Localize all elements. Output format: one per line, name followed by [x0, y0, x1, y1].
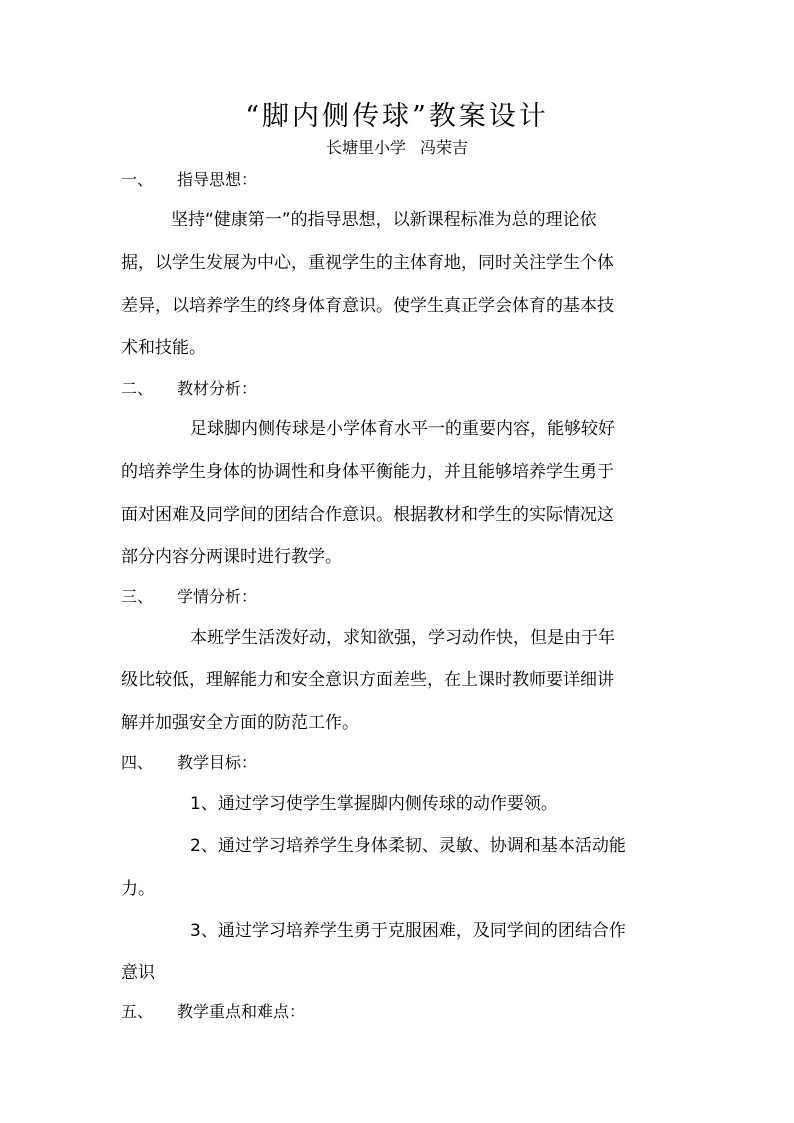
school-name: 长塘里小学 — [325, 138, 406, 157]
paragraph-line: 术和技能。 — [121, 338, 206, 358]
section-title: 教材分析： — [177, 379, 258, 398]
objective-item: 3、通过学习培养学生勇于克服困难，及同学间的团结合作 — [190, 921, 626, 941]
section-number: 五、 — [121, 1002, 154, 1021]
paragraph-line: 足球脚内侧传球是小学体育水平一的重要内容，能够较好 — [190, 419, 615, 439]
paragraph-line: 级比较低，理解能力和安全意识方面差些，在上课时教师要详细讲 — [121, 670, 614, 690]
author-line — [0, 136, 794, 160]
paragraph-line: 坚持“健康第一”的指导思想，以新课程标准为总的理论依 — [171, 210, 597, 230]
section-number: 一、 — [121, 170, 154, 189]
section-title: 学情分析： — [177, 587, 258, 606]
section-heading-5 — [121, 1000, 681, 1024]
section-number: 三、 — [121, 587, 154, 606]
section-title: 指导思想： — [177, 170, 258, 189]
paragraph-line: 差异，以培养学生的终身体育意识。使学生真正学会体育的基本技 — [121, 296, 614, 316]
section-heading-4 — [121, 751, 681, 775]
section-title: 教学目标： — [177, 753, 258, 772]
author-name: 冯荣吉 — [420, 138, 469, 157]
paragraph-line: 力。 — [121, 879, 155, 899]
document-title: “脚内侧传球”教案设计 — [245, 101, 549, 132]
paragraph-line: 据，以学生发展为中心，重视学生的主体育地，同时关注学生个体 — [121, 253, 614, 273]
section-number: 二、 — [121, 379, 154, 398]
objective-item: 2、通过学习培养学生身体柔韧、灵敏、协调和基本活动能 — [190, 836, 626, 856]
objective-item: 1、通过学习使学生掌握脚内侧传球的动作要领。 — [190, 794, 558, 814]
paragraph-line: 意识 — [121, 963, 155, 983]
section-number: 四、 — [121, 753, 154, 772]
section-title: 教学重点和难点： — [177, 1002, 306, 1021]
section-heading-3 — [121, 585, 681, 609]
paragraph-line: 部分内容分两课时进行教学。 — [121, 547, 342, 567]
paragraph-line: 本班学生活泼好动，求知欲强，学习动作快，但是由于年 — [190, 628, 615, 648]
paragraph-line: 的培养学生身体的协调性和身体平衡能力，并且能够培养学生勇于 — [121, 462, 614, 482]
section-heading-1 — [121, 168, 681, 192]
section-heading-2 — [121, 377, 681, 401]
paragraph-line: 解并加强安全方面的防范工作。 — [121, 713, 359, 733]
paragraph-line: 面对困难及同学间的团结合作意识。根据教材和学生的实际情况这 — [121, 505, 614, 525]
